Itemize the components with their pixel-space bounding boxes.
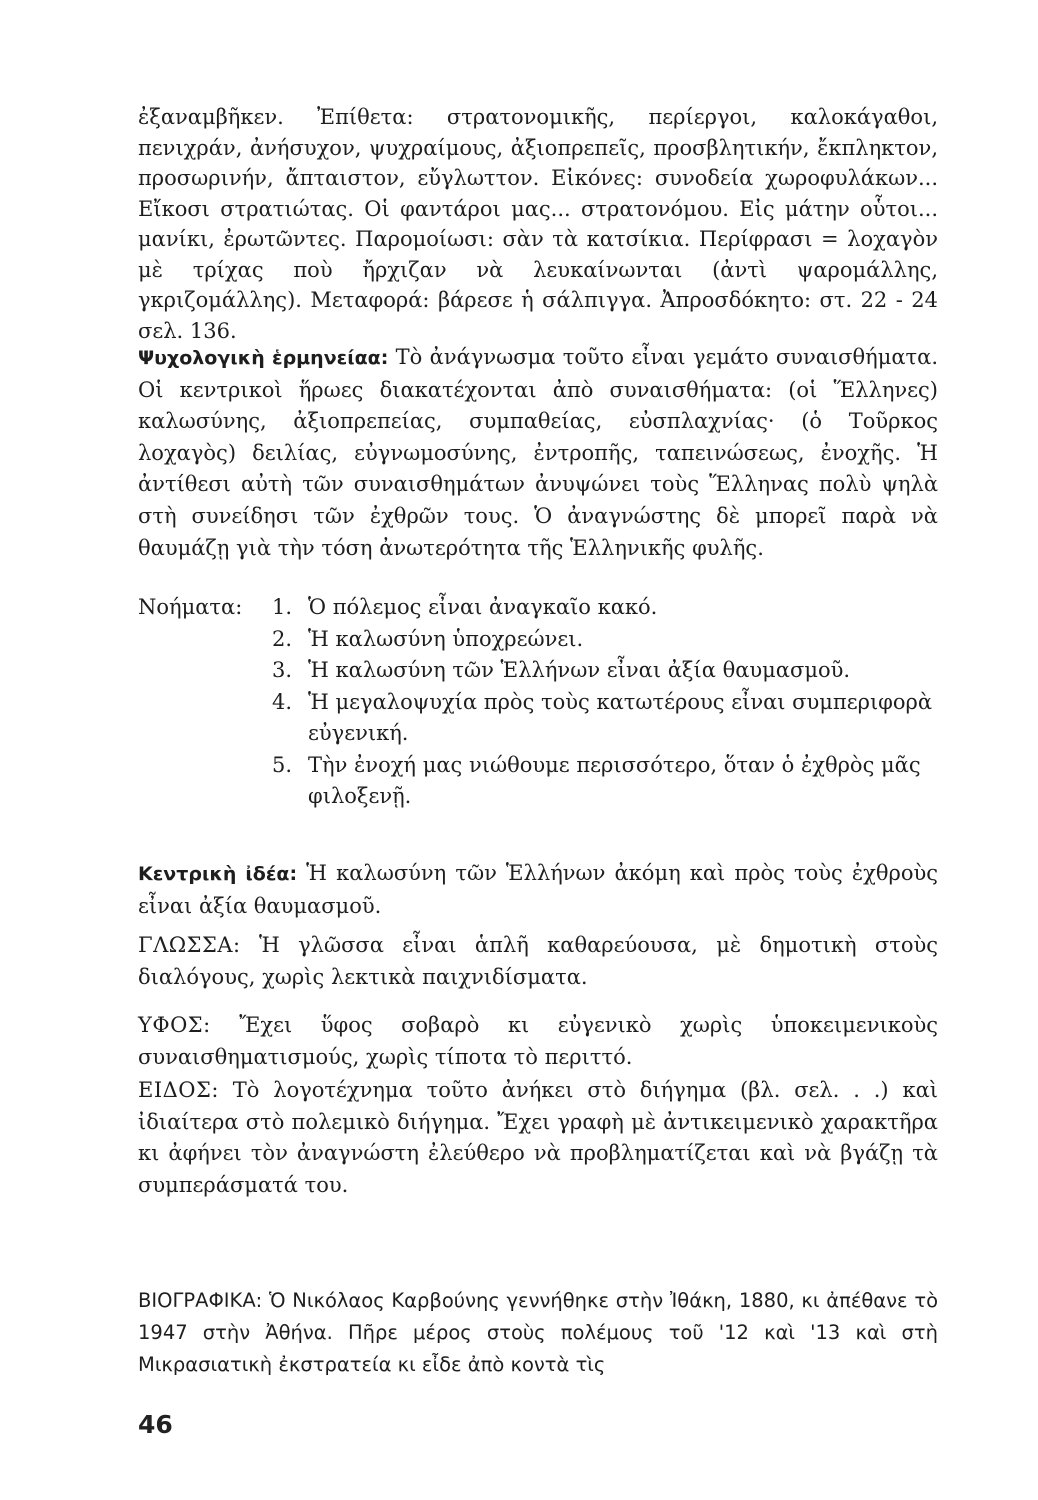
central-idea-label: Κεντρικὴ ἰδέα: [138,863,298,885]
item-text: Ἡ καλωσύνη τῶν Ἑλλήνων εἶναι ἀξία θαυμασμοῦ. [308,658,851,682]
item-text: Ὁ πόλεμος εἶναι ἀναγκαῖο κακό. [308,595,658,619]
style-label: ΥΦΟΣ: [138,1013,211,1037]
biography-paragraph [138,1285,938,1381]
item-number: 4. [272,689,293,714]
language-text: Ἡ γλῶσσα εἶναι ἁπλῆ καθαρεύουσα, μὲ δημοτικὴ στοὺς διαλόγους, χωρὶς λεκτικὰ παιχνιδίσματα. [138,933,938,989]
thoughts-list [138,592,938,813]
psychological-interpretation-text: Τὸ ἀνάγνωσμα τοῦτο εἶναι γεμάτο συναισθήματα. Οἱ κεντρικοὶ ἥρωες διακατέχονται ἀπὸ συναισθήματα: (οἱ Ἕλληνες) καλωσύνης, ἀξιοπρεπείας, συμπαθείας, εὐσπλαχνίας· (ὁ Τοῦρκος λοχαγὸς) δειλίας, εὐγνωμοσύνης, ἐντροπῆς, ταπεινώσεως, ἐνοχῆς. Ἡ ἀντίθεσι αὐτὴ τῶν συναισθημάτων ἀνυψώνει τοὺς Ἕλληνας πολὺ ψηλὰ στὴ συνείδησι τῶν ἐχθρῶν τους. Ὁ ἀναγνώστης δὲ μπορεῖ παρὰ νὰ θαυμάζῃ γιὰ τὴν τόση ἀνωτερότητα τῆς Ἑλληνικῆς φυλῆς. [138,345,938,560]
item-number: 1. [272,595,293,619]
style-text: Ἔχει ὕφος σοβαρὸ κι εὐγενικὸ χωρὶς ὑποκειμενικοὺς συναισθηματισμούς, χωρὶς τίποτα τὸ περιττό. [138,1013,938,1069]
literary-devices-paragraph [138,102,938,346]
item-number: 5. [272,752,293,777]
language-label: ΓΛΩΣΣΑ: [138,933,241,957]
style-paragraph [138,1010,938,1073]
genre-label: ΕΙΔΟΣ: [138,1078,219,1102]
thoughts-label: Νοήματα: [138,595,243,619]
psychological-interpretation-label: Ψυχολογικὴ ἑρμηνείαα: [138,347,389,369]
item-number: 2. [272,626,293,651]
biography-text: Ὁ Νικόλαος Καρβούνης γεννήθηκε στὴν Ἰθάκη, 1880, κι ἀπέθανε τὸ 1947 στὴν Ἀθήνα. Πῆρε μέρος στοὺς πολέμους τοῦ '12 καὶ '13 καὶ στὴ Μικρασιατικὴ ἐκστρατεία κι εἶδε ἀπὸ κοντὰ τὶς [138,1289,939,1376]
page-number: 46 [138,1410,173,1439]
item-text: Τὴν ἐνοχή μας νιώθουμε περισσότερο, ὅταν ὁ ἐχθρὸς μᾶς φιλοξενῇ. [308,752,921,808]
genre-text: Τὸ λογοτέχνημα τοῦτο ἀνήκει στὸ διήγημα (βλ. σελ. . .) καὶ ἰδιαίτερα στὸ πολεμικὸ διήγημα. Ἔχει γραφὴ μὲ ἀντικειμενικὸ χαρακτῆρα κι ἀφήνει τὸν ἀναγνώστη ἐλεύθερο νὰ προβληματίζεται καὶ νὰ βγάζῃ τὰ συμπεράσματά του. [138,1078,938,1197]
language-paragraph [138,930,938,993]
list-item [138,687,938,750]
psychological-interpretation-paragraph [138,342,938,564]
list-item [138,750,938,813]
item-text: Ἡ καλωσύνη ὑποχρεώνει. [308,626,584,651]
list-item [138,655,938,687]
literary-devices-text: ἐξαναμβῆκεν. Ἐπίθετα: στρατονομικῆς, περίεργοι, καλοκάγαθοι, πενιχράν, ἀνήσυχον, ψυχραίμους, ἀξιοπρεπεῖς, προσβλητικήν, ἔκπληκτον, προσωρινήν, ἄπταιστον, εὔγλωττον. Εἰκόνες: συνοδεία χωροφυλάκων... Εἴκοσι στρατιώτας. Οἱ φαντάροι μας... στρατονόμου. Εἰς μάτην οὗτοι... μανίκι, ἐρωτῶντες. Παρομοίωσι: σὰν τὰ κατσίκια. Περίφρασι = λοχαγὸν μὲ τρίχας ποὺ ἤρχιζαν νὰ λευκαίνωνται (ἀντὶ ψαρομάλλης, γκριζομάλλης). Μεταφορά: βάρεσε ἡ σάλπιγγα. Ἀπροσδόκητο: στ. 22 - 24 σελ. 136. [138,105,938,343]
list-item [138,592,938,624]
list-item [138,624,938,656]
biography-label: ΒΙΟΓΡΑΦΙΚΑ: [138,1289,263,1312]
genre-paragraph [138,1075,938,1201]
item-number: 3. [272,658,293,682]
central-idea-paragraph [138,858,938,922]
item-text: Ἡ μεγαλοψυχία πρὸς τοὺς κατωτέρους εἶναι συμπεριφορὰ εὐγενική. [308,689,933,745]
central-idea-text: Ἡ καλωσύνη τῶν Ἑλλήνων ἀκόμη καὶ πρὸς τοὺς ἐχθροὺς εἶναι ἀξία θαυμασμοῦ. [138,861,938,918]
